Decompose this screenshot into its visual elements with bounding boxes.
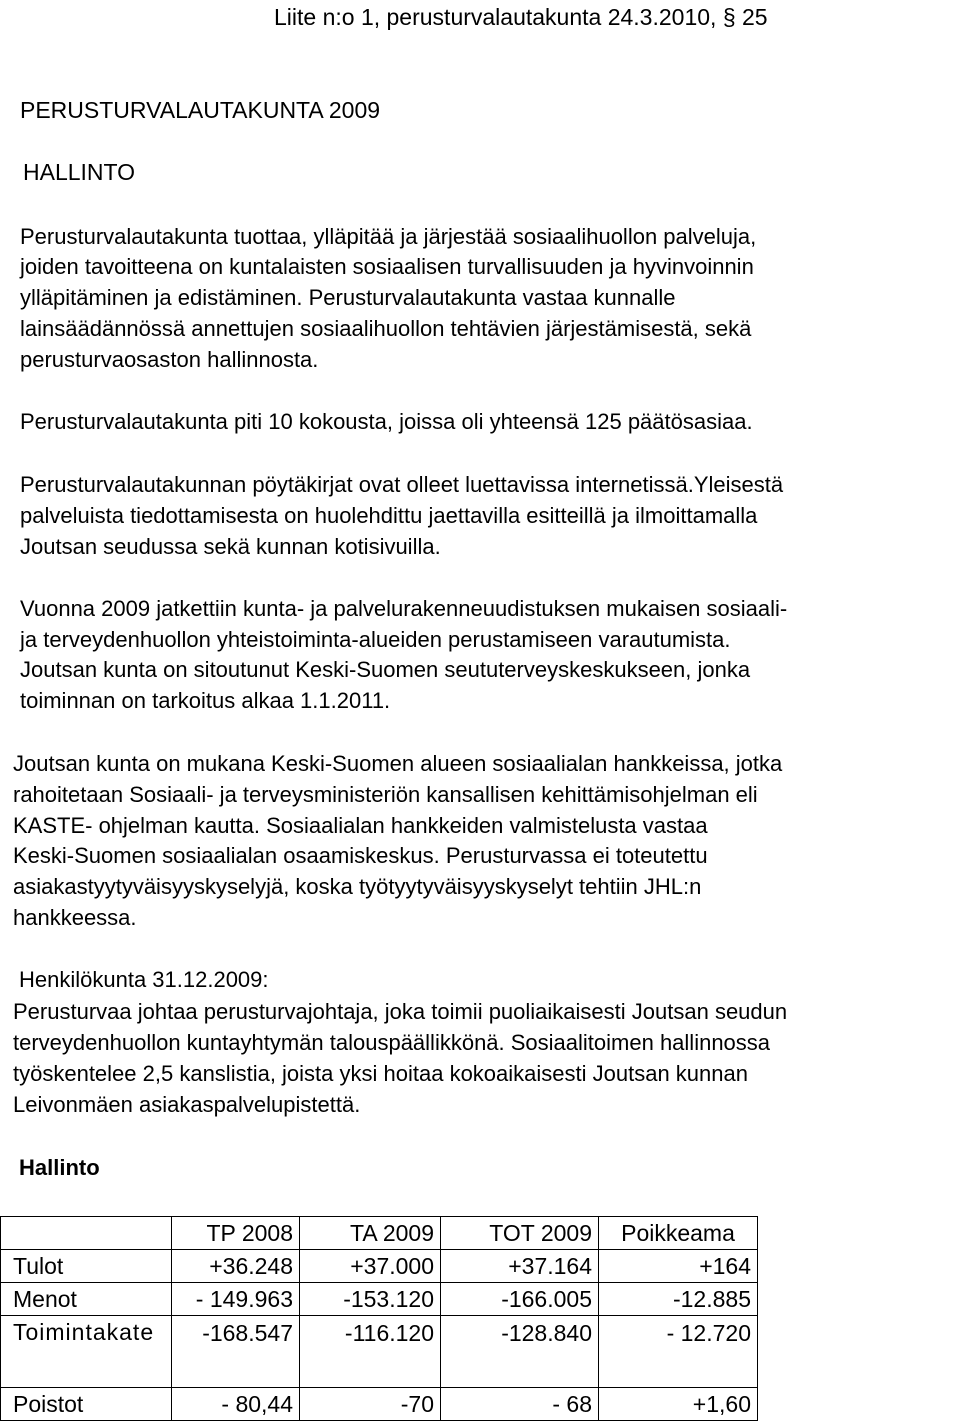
- paragraph-line: Joutsan kunta on sitoutunut Keski-Suomen seututerveyskeskukseen, jonka: [20, 657, 751, 682]
- table-cell: +1,60: [599, 1388, 758, 1421]
- paragraph-line: työskentelee 2,5 kanslistia, joista yksi hoitaa kokoaikaisesti Joutsan kunnan: [13, 1061, 748, 1086]
- paragraph-line: ja terveydenhuollon yhteistoiminta-alueiden perustamiseen varautumista.: [20, 627, 731, 652]
- paragraph-line: asiakastyytyväisyyskyselyjä, koska työtyytyväisyyskyselyt tehtiin JHL:n: [13, 874, 702, 899]
- row-label: Menot: [1, 1283, 172, 1316]
- attachment-line: Liite n:o 1, perusturvalautakunta 24.3.2010, § 25: [274, 4, 768, 30]
- paragraph-line: perusturvaosaston hallinnosta.: [20, 347, 319, 372]
- paragraph-line: Joutsan seudussa sekä kunnan kotisivuilla.: [20, 534, 441, 559]
- table-cell: -12.885: [599, 1283, 758, 1316]
- table-row: [1, 1388, 758, 1421]
- table-header-row: [1, 1217, 758, 1250]
- paragraph-line: lainsäädännössä annettujen sosiaalihuollon tehtävien järjestämisestä, sekä: [20, 316, 752, 341]
- page-title: PERUSTURVALAUTAKUNTA 2009: [20, 97, 381, 123]
- table-cell: - 12.720: [599, 1316, 758, 1388]
- paragraph-line: Joutsan kunta on mukana Keski-Suomen alueen sosiaalialan hankkeissa, jotka: [13, 751, 783, 776]
- paragraph-line: Leivonmäen asiakaspalvelupistettä.: [13, 1092, 361, 1117]
- staff-heading: Henkilökunta 31.12.2009:: [19, 967, 269, 992]
- table-cell: -153.120: [300, 1283, 441, 1316]
- table-cell: +164: [599, 1250, 758, 1283]
- table-cell: - 80,44: [172, 1388, 300, 1421]
- table-cell: - 149.963: [172, 1283, 300, 1316]
- table-cell: -128.840: [441, 1316, 599, 1388]
- paragraph-line: palveluista tiedottamisesta on huolehdittu jaettavilla esitteillä ja ilmoittamalla: [20, 503, 758, 528]
- paragraph-line: terveydenhuollon kuntayhtymän talouspäällikkönä. Sosiaalitoimen hallinnossa: [13, 1030, 771, 1055]
- meetings-paragraph: Perusturvalautakunta piti 10 kokousta, joissa oli yhteensä 125 päätösasiaa.: [20, 409, 753, 434]
- section-heading-hallinto: HALLINTO: [23, 159, 136, 185]
- table-row: [1, 1283, 758, 1316]
- table-row: [1, 1250, 758, 1283]
- table-header-cell: [1, 1217, 172, 1250]
- paragraph-line: rahoitetaan Sosiaali- ja terveysministeriön kansallisen kehittämisohjelman eli: [13, 782, 758, 807]
- budget-table: [0, 1216, 758, 1421]
- row-label: Tulot: [1, 1250, 172, 1283]
- paragraph-line: ylläpitäminen ja edistäminen. Perusturvalautakunta vastaa kunnalle: [20, 285, 676, 310]
- table-cell: +36.248: [172, 1250, 300, 1283]
- paragraph-line: joiden tavoitteena on kuntalaisten sosiaalisen turvallisuuden ja hyvinvoinnin: [20, 254, 754, 279]
- table-header-cell: TA 2009: [300, 1217, 441, 1250]
- table-cell: +37.164: [441, 1250, 599, 1283]
- row-label: Poistot: [1, 1388, 172, 1421]
- row-label: Toimintakate: [1, 1316, 172, 1388]
- paragraph-line: toiminnan on tarkoitus alkaa 1.1.2011.: [20, 688, 391, 713]
- table-cell: +37.000: [300, 1250, 441, 1283]
- paragraph-line: Perusturvalautakunta tuottaa, ylläpitää ja järjestää sosiaalihuollon palveluja,: [20, 224, 757, 249]
- table-cell: - 68: [441, 1388, 599, 1421]
- paragraph-line: Vuonna 2009 jatkettiin kunta- ja palvelurakenneuudistuksen mukaisen sosiaali-: [20, 596, 788, 621]
- table-header-cell: TP 2008: [172, 1217, 300, 1250]
- table-heading: Hallinto: [19, 1155, 100, 1180]
- table-cell: -116.120: [300, 1316, 441, 1388]
- table-cell: -70: [300, 1388, 441, 1421]
- table-cell: -168.547: [172, 1316, 300, 1388]
- table-header-cell: TOT 2009: [441, 1217, 599, 1250]
- paragraph-line: KASTE- ohjelman kautta. Sosiaalialan hankkeiden valmistelusta vastaa: [13, 813, 708, 838]
- table-header-cell: Poikkeama: [599, 1217, 758, 1250]
- paragraph-line: Keski-Suomen sosiaalialan osaamiskeskus. Perusturvassa ei toteutettu: [13, 843, 708, 868]
- table-row: [1, 1316, 758, 1388]
- table-cell: -166.005: [441, 1283, 599, 1316]
- paragraph-line: Perusturvaa johtaa perusturvajohtaja, joka toimii puoliaikaisesti Joutsan seudun: [13, 999, 788, 1024]
- paragraph-line: hankkeessa.: [13, 905, 137, 930]
- paragraph-line: Perusturvalautakunnan pöytäkirjat ovat olleet luettavissa internetissä.Yleisestä: [20, 472, 784, 497]
